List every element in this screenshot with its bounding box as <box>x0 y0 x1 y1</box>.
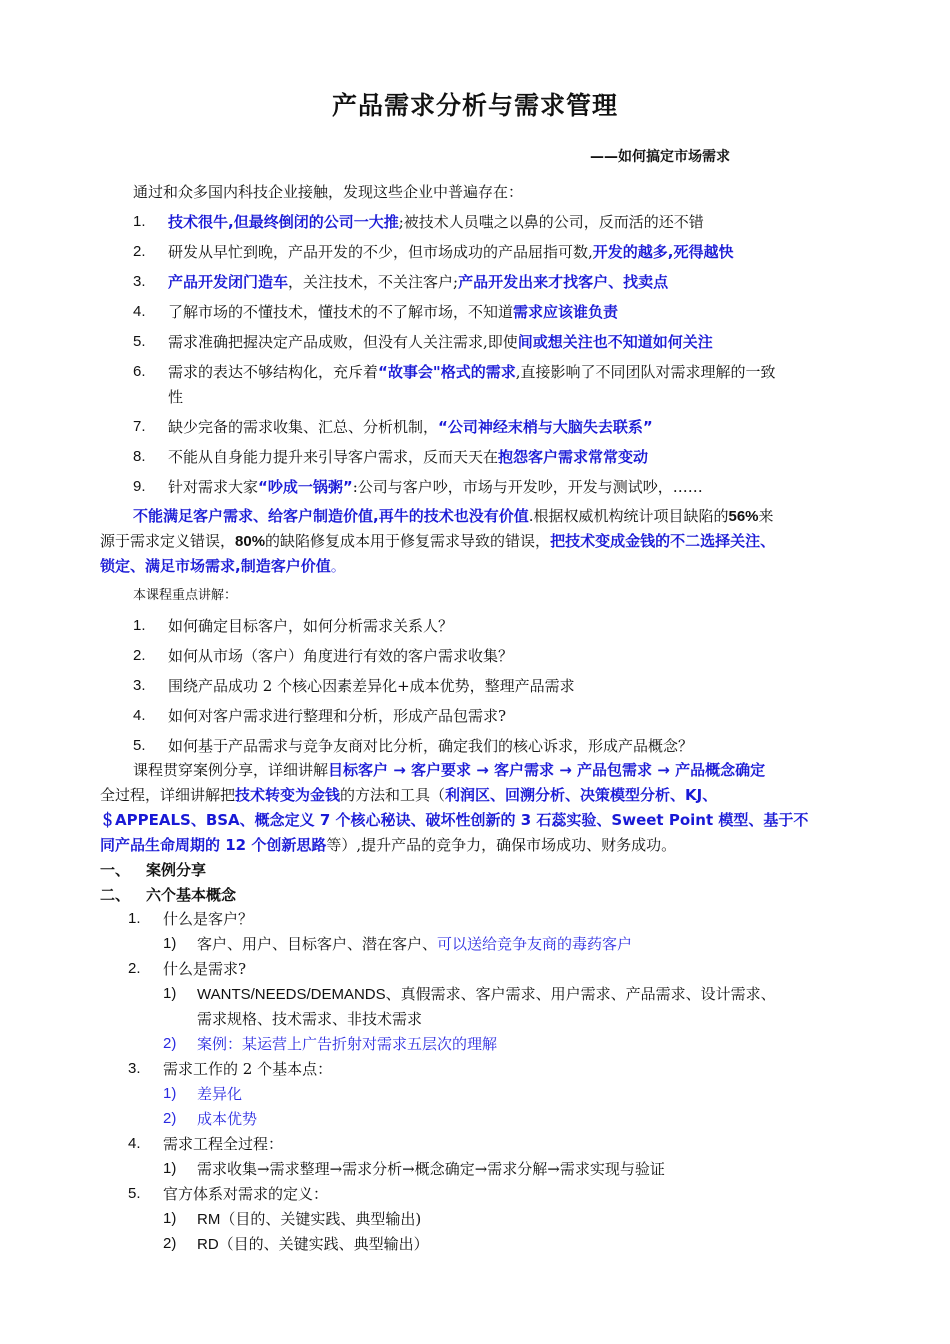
concept-answer: 案例：某运营上广告折射对需求五层次的理解 <box>197 1035 498 1053</box>
concept-answer: 差异化 <box>197 1085 243 1103</box>
list-number: 8. <box>133 448 146 465</box>
list-number: 2. <box>128 960 141 977</box>
section-heading: 六个基本概念 <box>146 886 237 904</box>
list-item: 了解市场的不懂技术，懂技术的不了解市场，不知道需求应该谁负责 <box>168 303 619 321</box>
concept-question: 需求工程全过程： <box>163 1135 284 1153</box>
list-number: 4. <box>133 303 146 320</box>
list-number: 2) <box>163 1035 177 1052</box>
concept-answer: 成本优势 <box>197 1110 258 1128</box>
list-number: 1. <box>133 213 146 230</box>
section-number: 二、 <box>100 886 131 904</box>
list-item: 缺少完备的需求收集、汇总、分析机制，“公司神经末梢与大脑失去联系” <box>168 418 653 436</box>
concept-answer-continuation: 需求规格、技术需求、非技术需求 <box>197 1010 423 1028</box>
list-item: 技术很牛,但最终倒闭的公司一大推;被技术人员嗤之以鼻的公司，反而活的还不错 <box>168 213 704 231</box>
list-number: 1. <box>133 617 146 634</box>
list-number: 7. <box>133 418 146 435</box>
list-item: 需求准确把握决定产品成败，但没有人关注需求,即使间或想关注也不知道如何关注 <box>168 333 713 351</box>
list-number: 2. <box>133 243 146 260</box>
list-number: 1) <box>163 1160 177 1177</box>
list-number: 2) <box>163 1235 177 1252</box>
list-number: 4. <box>133 707 146 724</box>
list-number: 3. <box>133 677 146 694</box>
list-number: 5. <box>133 333 146 350</box>
list-number: 1) <box>163 935 177 952</box>
paragraph-line: 不能满足客户需求、给客户制造价值,再牛的技术也没有价值.根据权威机构统计项目缺陷的56%来 <box>133 507 774 525</box>
list-number: 5. <box>128 1185 141 1202</box>
document-subtitle: ——如何搞定市场需求 <box>590 149 730 165</box>
list-number: 1) <box>163 985 177 1002</box>
list-number: 1) <box>163 1085 177 1102</box>
list-item: 研发从早忙到晚，产品开发的不少，但市场成功的产品屈指可数,开发的越多,死得越快 <box>168 243 734 261</box>
section-number: 一、 <box>100 861 131 879</box>
paragraph-line: 课程贯穿案例分享，详细讲解目标客户 → 客户要求 → 客户需求 → 产品包需求 → 产品概念确定 <box>133 761 766 779</box>
paragraph-line: 源于需求定义错误，80%的缺陷修复成本用于修复需求导致的错误，把技术变成金钱的不二选择关注、 <box>100 532 776 550</box>
concept-answer: 客户、用户、目标客户、潜在客户、可以送给竞争友商的毒药客户 <box>197 935 633 953</box>
list-number: 5. <box>133 737 146 754</box>
list-item: 围绕产品成功 2 个核心因素差异化+成本优势，整理产品需求 <box>168 677 575 695</box>
intro-text: 通过和众多国内科技企业接触，发现这些企业中普遍存在： <box>133 183 524 201</box>
list-item-continuation: 性 <box>168 388 184 406</box>
focus-label: 本课程重点讲解： <box>133 588 238 603</box>
list-item: 如何确定目标客户，如何分析需求关系人？ <box>168 617 454 635</box>
list-item: 需求的表达不够结构化，充斥着“故事会"格式的需求,直接影响了不同团队对需求理解的一致 <box>168 363 776 381</box>
concept-answer: 需求收集→需求整理→需求分析→概念确定→需求分解→需求实现与验证 <box>197 1160 665 1178</box>
concept-answer: WANTS/NEEDS/DEMANDS、真假需求、客户需求、用户需求、产品需求、设计需求、 <box>197 985 776 1003</box>
paragraph-line: 同产品生命周期的 12 个创新思路等）,提升产品的竞争力，确保市场成功、财务成功。 <box>100 836 677 854</box>
section-heading: 案例分享 <box>146 861 207 879</box>
list-number: 2. <box>133 647 146 664</box>
list-item: 如何从市场（客户）角度进行有效的客户需求收集？ <box>168 647 514 665</box>
concept-question: 官方体系对需求的定义： <box>163 1185 329 1203</box>
list-number: 1. <box>128 910 141 927</box>
list-item: 产品开发闭门造车，关注技术，不关注客户;产品开发出来才找客户、找卖点 <box>168 273 669 291</box>
concept-answer: RM（目的、关键实践、典型输出) <box>197 1210 422 1228</box>
list-number: 6. <box>133 363 146 380</box>
concept-question: 什么是需求? <box>163 960 247 978</box>
list-number: 4. <box>128 1135 141 1152</box>
list-number: 9. <box>133 478 146 495</box>
paragraph-line: ＄APPEALS、BSA、概念定义 7 个核心秘诀、破坏性创新的 3 石蕊实验、Sweet Point 模型、基于不 <box>100 811 809 829</box>
paragraph-line: 锁定、满足市场需求,制造客户价值。 <box>100 557 346 575</box>
paragraph-line: 全过程，详细讲解把技术转变为金钱的方法和工具（利润区、回溯分析、决策模型分析、KJ、 <box>100 786 718 804</box>
list-item: 不能从自身能力提升来引导客户需求，反而天天在抱怨客户需求常常变动 <box>168 448 649 466</box>
concept-question: 需求工作的 2 个基本点： <box>163 1060 333 1078</box>
list-number: 3. <box>128 1060 141 1077</box>
concept-answer: RD（目的、关键实践、典型输出） <box>197 1235 429 1253</box>
list-number: 2) <box>163 1110 177 1127</box>
list-number: 3. <box>133 273 146 290</box>
list-item: 如何基于产品需求与竞争友商对比分析，确定我们的核心诉求，形成产品概念？ <box>168 737 694 755</box>
document-title: 产品需求分析与需求管理 <box>331 91 618 120</box>
list-item: 如何对客户需求进行整理和分析，形成产品包需求? <box>168 707 507 725</box>
concept-question: 什么是客户？ <box>163 910 254 928</box>
list-item: 针对需求大家“吵成一锅粥”:公司与客户吵，市场与开发吵，开发与测试吵，…… <box>168 478 703 496</box>
list-number: 1) <box>163 1210 177 1227</box>
